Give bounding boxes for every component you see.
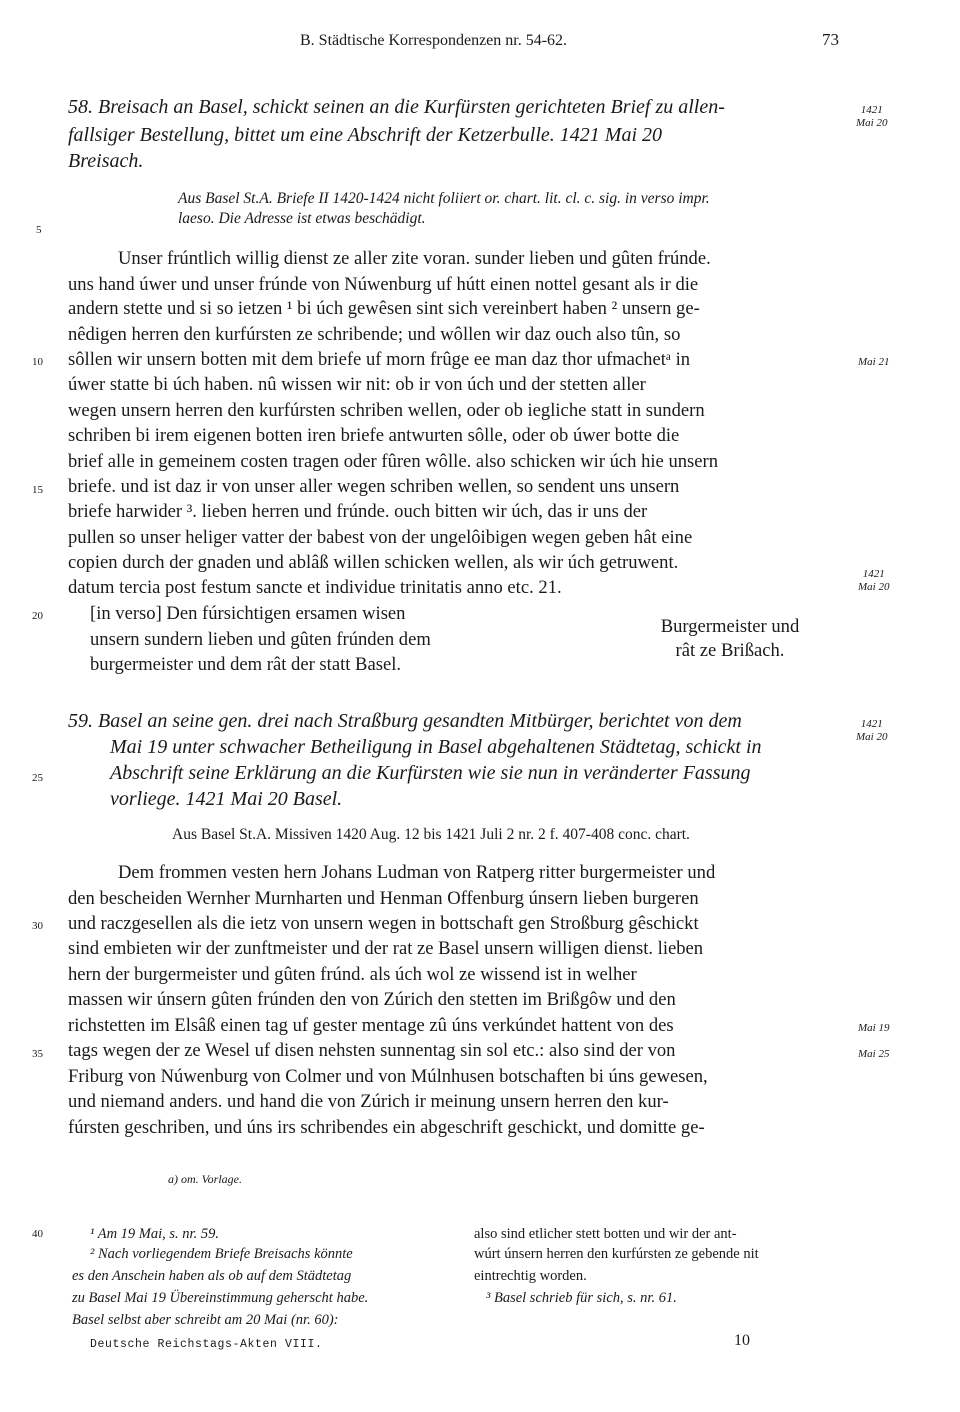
doc59-heading-line: Abschrift seine Erklärung an die Kurfürsten wie sie nun in veränderter Fassung: [110, 762, 751, 784]
doc58-body-line: schriben bi irem eigenen botten iren briefe antwurten sôlle, oder ob úwer botte die: [68, 425, 680, 446]
doc59-body-line: fúrsten geschriben, und úns irs schribendes ein abgeschrift geschickt, und domitte ge-: [68, 1117, 705, 1138]
doc58-body-line: datum tercia post festum sancte et individue trinitatis anno etc. 21.: [68, 577, 562, 598]
doc59-body-line: Dem frommen vesten hern Johans Ludman von Ratperg ritter burgermeister und: [118, 862, 716, 883]
doc59-heading-line: Mai 19 unter schwacher Betheiligung in Basel abgehaltenen Städtetag, schickt in: [110, 736, 762, 758]
footnote-line: ² Nach vorliegendem Briefe Breisachs könnte: [90, 1246, 353, 1262]
footnote-line: wúrt únsern herren den kurfúrsten ze gebende nit: [474, 1246, 759, 1262]
doc58-heading-line: Breisach.: [68, 150, 144, 172]
doc58-body-line: copien durch der gnaden und ablâß willen schicken wellen, als wir úch getruwent.: [68, 552, 679, 573]
doc58-body-line: brief alle in gemeinem costen tragen oder fûren wôlle. also schicken wir úch hie unsern: [68, 451, 719, 472]
margin-day: Mai 20: [856, 731, 888, 743]
line-number: 20: [32, 610, 43, 622]
doc59-body-line: richstetten im Elsâß einen tag uf gester mentage zû úns verkúndet hattent von des: [68, 1015, 674, 1036]
doc58-source-line: Aus Basel St.A. Briefe II 1420-1424 nicht foliiert or. chart. lit. cl. c. sig. in verso impr.: [178, 190, 710, 207]
doc59-body-line: den bescheiden Wernher Murnharten und Henman Offenburg únsern lieben burgeren: [68, 888, 699, 909]
footnote-line: zu Basel Mai 19 Übereinstimmung geherscht habe.: [72, 1290, 369, 1306]
line-number: 10: [32, 356, 43, 368]
doc58-source-line: laeso. Die Adresse ist etwas beschädigt.: [178, 210, 426, 227]
doc58-body-line: sôllen wir unsern botten mit dem briefe uf morn frûge ee man daz thor ufmachetᵃ in: [68, 349, 691, 370]
footnote-line: eintrechtig worden.: [474, 1268, 587, 1284]
doc58-margin-mai21: Mai 21: [858, 356, 890, 368]
doc59-source-line: Aus Basel St.A. Missiven 1420 Aug. 12 bis 1421 Juli 2 nr. 2 f. 407-408 conc. chart.: [172, 826, 690, 843]
doc59-margin-mai19: Mai 19: [858, 1022, 890, 1034]
doc58-address-line: burgermeister und dem rât der statt Basel.: [90, 654, 402, 675]
line-number: 35: [32, 1048, 43, 1060]
doc59-heading-line: 59. Basel an seine gen. drei nach Straßburg gesandten Mitbürger, berichtet von dem: [68, 710, 742, 732]
doc58-body-line: briefe. und ist daz ir von unser aller wegen schriben wellen, so sendent uns unsern: [68, 476, 680, 497]
doc59-body-line: und niemand anders. und hand die von Zúrich ir meinung unsern herren den kur-: [68, 1091, 669, 1112]
doc59-heading-line: vorliege. 1421 Mai 20 Basel.: [110, 788, 343, 810]
footer-series: Deutsche Reichstags-Akten VIII.: [90, 1338, 323, 1351]
margin-year: 1421: [860, 104, 883, 116]
margin-day: Mai 20: [858, 581, 890, 593]
doc58-body-line: Unser frúntlich willig dienst ze aller zite voran. sunder lieben und gûten frúnde.: [118, 248, 711, 269]
doc58-heading-line: 58. Breisach an Basel, schickt seinen an die Kurfürsten gerichteten Brief zu allen-: [68, 96, 725, 118]
footnote-line: also sind etlicher stett botten und wir der ant-: [474, 1226, 737, 1242]
sender-line: rât ze Brißach.: [675, 640, 785, 661]
doc58-address-line: [in verso] Den fúrsichtigen ersamen wisen: [90, 603, 406, 624]
doc58-body-line: pullen so unser heliger vatter der babest von der ungelôibigen wegen geben hât eine: [68, 527, 693, 548]
doc58-body-line: nêdigen herren den kurfúrsten ze schribende; und wôllen wir daz ouch also tûn, so: [68, 324, 681, 345]
doc58-body-line: uns hand úwer und unser frúnde von Núwenburg uf hútt einen nottel gesant als ir die: [68, 274, 699, 295]
running-title: B. Städtische Korrespondenzen nr. 54-62.: [300, 32, 568, 49]
margin-year: 1421: [862, 568, 885, 580]
doc58-body-line: wegen unsern herren den kurfúrsten schriben wellen, oder ob iegliche statt in sundern: [68, 400, 705, 421]
doc59-body-line: sind embieten wir der zunftmeister und der rat ze Basel unsern willigen dienst. lieben: [68, 938, 704, 959]
margin-year: 1421: [860, 718, 883, 730]
doc58-body-line: úwer statte bi úch haben. nû wissen wir nit: ob ir von úch und der stetten aller: [68, 374, 646, 395]
footnote-line: Basel selbst aber schreibt am 20 Mai (nr. 60):: [72, 1312, 339, 1328]
doc59-body-line: Friburg von Núwenburg von Colmer und von Múlnhusen botschaften bi úns gewesen,: [68, 1066, 708, 1087]
margin-day: Mai 20: [856, 117, 888, 129]
doc59-body-line: hern der burgermeister und gûten frúnd. als úch wol ze wissend ist in welher: [68, 964, 637, 985]
footer-signature: 10: [734, 1332, 750, 1349]
doc58-body-line: andern stette und si so ietzen ¹ bi úch gewêsen sint sich vereinbert haben ² unsern ge-: [68, 298, 700, 319]
doc58-margin-date-2: [858, 568, 889, 594]
page-number: 73: [822, 30, 839, 49]
doc58-margin-date: [856, 104, 887, 130]
line-number: 15: [32, 484, 43, 496]
line-number: 25: [32, 772, 43, 784]
doc58-heading-line: fallsiger Bestellung, bittet um eine Abschrift der Ketzerbulle. 1421 Mai 20: [68, 124, 663, 146]
footnote-line: ³ Basel schrieb für sich, s. nr. 61.: [486, 1290, 677, 1306]
doc58-address-line: unsern sundern lieben und gûten frúnden dem: [90, 629, 431, 650]
footnote-line: ¹ Am 19 Mai, s. nr. 59.: [90, 1226, 219, 1242]
apparatus-note: a) om. Vorlage.: [168, 1172, 242, 1186]
footnote-line: es den Anschein haben als ob auf dem Städtetag: [72, 1268, 352, 1284]
doc59-body-line: und raczgesellen als die ietz von unsern wegen in bottschaft gen Stroßburg gêschickt: [68, 913, 699, 934]
line-number: 30: [32, 920, 43, 932]
sender-line: Burgermeister und: [660, 616, 800, 637]
doc58-sender: [630, 615, 830, 663]
line-number: 5: [36, 224, 42, 236]
doc59-body-line: tags wegen der ze Wesel uf disen nehsten sunnentag sin sol etc.: also sind der von: [68, 1040, 676, 1061]
doc58-body-line: briefe harwider ³. lieben herren und frúnde. ouch bitten wir úch, das ir uns der: [68, 501, 648, 522]
doc59-margin-mai25: Mai 25: [858, 1048, 890, 1060]
line-number: 40: [32, 1228, 43, 1240]
doc59-margin-date: [856, 718, 887, 744]
doc59-body-line: massen wir únsern gûten frúnden den von Zúrich den stetten im Brißgôw und den: [68, 989, 676, 1010]
